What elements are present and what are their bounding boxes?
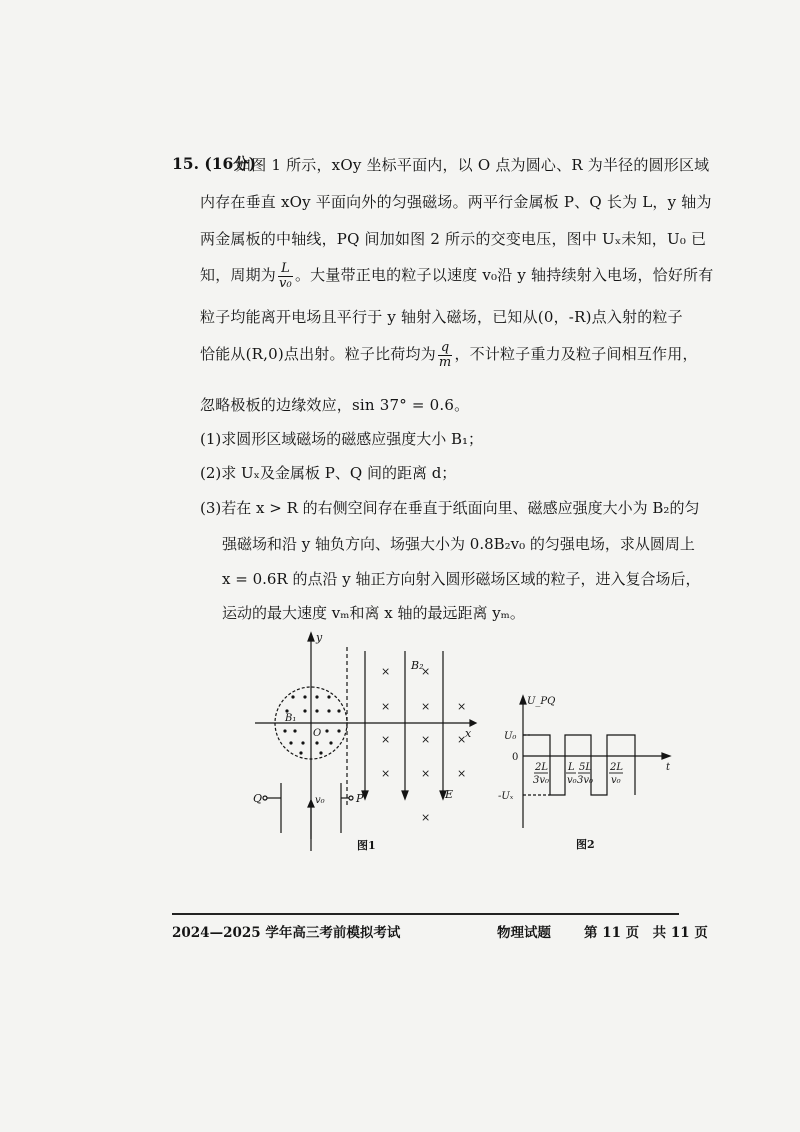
fig1-label-e: E (445, 788, 454, 801)
fig2-tick1-num: 2L (535, 762, 549, 773)
line6-post: ，不计粒子重力及粒子间相互作用， (454, 345, 698, 364)
fig1-label-x: x (465, 727, 472, 740)
figure-1 (245, 625, 485, 865)
fig1-dot (293, 729, 296, 732)
fig1-label-y: y (316, 631, 323, 644)
footer-exam-title: 2024—2025 学年高三考前模拟考试 (172, 925, 401, 941)
footer-subject: 物理试题 (497, 925, 551, 941)
period-den: v₀ (279, 275, 292, 291)
fig1-y-arrow (308, 633, 314, 641)
fig1-caption: 图1 (357, 839, 376, 852)
fig1-dot (299, 751, 302, 754)
question-line-2: 内存在垂直 xOy 平面向外的匀强磁场。两平行金属板 P、Q 长为 L，y 轴为 (200, 193, 712, 211)
fig2-tick4-num: 2L (610, 762, 624, 773)
subquestion-3-line-3: x = 0.6R 的点沿 y 轴正方向射入圆形磁场区域的粒子，进入复合场后， (222, 570, 701, 588)
question-line-1: 如图 1 所示，xOy 坐标平面内，以 O 点为圆心、R 为半径的圆形区域 (236, 156, 710, 174)
fig1-dot (315, 741, 318, 744)
fig1-dot (315, 695, 318, 698)
fig1-cross: × (421, 665, 431, 678)
fig1-label-p: P (356, 792, 364, 805)
fig2-tick3-num: 5L (579, 762, 593, 773)
line4-pre: 知，周期为 (200, 266, 277, 285)
fig2-label-negux: -Uₓ (498, 791, 514, 802)
fig2-tick2-num: L (568, 762, 575, 773)
fig1-dot (337, 729, 340, 732)
fig2-label-u0: U₀ (504, 731, 517, 742)
fig1-dot (283, 729, 286, 732)
fig1-cross: × (381, 665, 391, 678)
subquestion-3-line-2: 强磁场和沿 y 轴负方向、场强大小为 0.8B₂v₀ 的匀强电场，求从圆周上 (222, 535, 695, 553)
fig1-cross: × (457, 733, 467, 746)
fig2-label-upq: U_PQ (527, 696, 556, 707)
footer-rule (172, 913, 679, 915)
fig1-cross: × (421, 811, 431, 824)
fig1-cross: × (381, 767, 391, 780)
fig1-dot (327, 695, 330, 698)
period-num: L (278, 262, 293, 277)
fig2-tick2-den: v₀ (567, 775, 577, 786)
fig2-t-arrow (662, 753, 670, 759)
charge-num: q (438, 341, 453, 356)
fig2-tick1-den: 3v₀ (533, 775, 550, 786)
fig1-dot (301, 741, 304, 744)
subquestion-1: (1)求圆形区域磁场的磁感应强度大小 B₁； (200, 430, 484, 448)
fig1-label-b2: B₂ (411, 659, 424, 672)
fig2-tick3-den: 3v₀ (577, 775, 594, 786)
mass-den: m (438, 354, 452, 370)
fig1-cross: × (421, 733, 431, 746)
fig1-dot (337, 709, 340, 712)
footer-page-number: 第 11 页 共 11 页 (584, 925, 708, 941)
subquestion-3-line-4: 运动的最大速度 vₘ和离 x 轴的最远距离 yₘ。 (222, 604, 525, 622)
fig1-dot (291, 695, 294, 698)
subquestion-3-line-1: (3)若在 x > R 的右侧空间存在垂直于纸面向里、磁感应强度大小为 B₂的匀 (200, 499, 700, 517)
line4-post: 。大量带正电的粒子以速度 v₀沿 y 轴持续射入电场，恰好所有 (294, 266, 714, 285)
fig1-v0-arrow (308, 800, 314, 807)
line6-pre: 恰能从(R,0)点出射。粒子比荷均为 (200, 345, 436, 364)
period-fraction (278, 262, 293, 290)
fig1-dot (319, 751, 322, 754)
fig1-label-q: Q (253, 792, 263, 805)
fig1-x-arrow (470, 720, 476, 726)
fig1-label-b1: B₁ (285, 713, 297, 724)
fig1-dots (283, 695, 340, 754)
question-line-3: 两金属板的中轴线，PQ 间加如图 2 所示的交变电压，图中 Uₓ未知，U₀ 已 (200, 230, 707, 248)
fig1-dot (315, 709, 318, 712)
fig1-dot (289, 741, 292, 744)
figure-2 (490, 690, 680, 866)
fig1-dot (325, 729, 328, 732)
charge-mass-fraction (438, 341, 453, 369)
question-number: 15. (16分) (172, 154, 257, 173)
fig2-caption: 图2 (576, 838, 595, 851)
fig1-cross: × (457, 700, 467, 713)
fig2-label-zero: 0 (512, 752, 519, 763)
fig1-label-origin: O (313, 728, 322, 739)
question-line-6 (200, 341, 698, 369)
fig2-y-arrow (520, 696, 526, 704)
fig1-cross: × (381, 733, 391, 746)
fig1-dot (327, 709, 330, 712)
fig1-label-v0: v₀ (315, 795, 325, 806)
question-line-7: 忽略极板的边缘效应，sin 37° = 0.6。 (200, 396, 470, 414)
subquestion-2: (2)求 Uₓ及金属板 P、Q 间的距离 d； (200, 464, 457, 482)
question-line-5: 粒子均能离开电场且平行于 y 轴射入磁场，已知从(0，-R)点入射的粒子 (200, 308, 683, 326)
fig1-dot (303, 695, 306, 698)
fig1-p-terminal (349, 796, 353, 800)
fig1-cross: × (421, 767, 431, 780)
fig1-dot (303, 709, 306, 712)
fig1-cross: × (381, 700, 391, 713)
fig2-label-t: t (666, 762, 671, 773)
fig1-dot (329, 741, 332, 744)
fig1-cross: × (457, 767, 467, 780)
fig1-cross: × (421, 700, 431, 713)
fig2-tick4-den: v₀ (611, 775, 621, 786)
question-line-4 (200, 262, 713, 290)
fig1-q-terminal (263, 796, 267, 800)
fig1-field-arrow-2 (402, 791, 408, 799)
